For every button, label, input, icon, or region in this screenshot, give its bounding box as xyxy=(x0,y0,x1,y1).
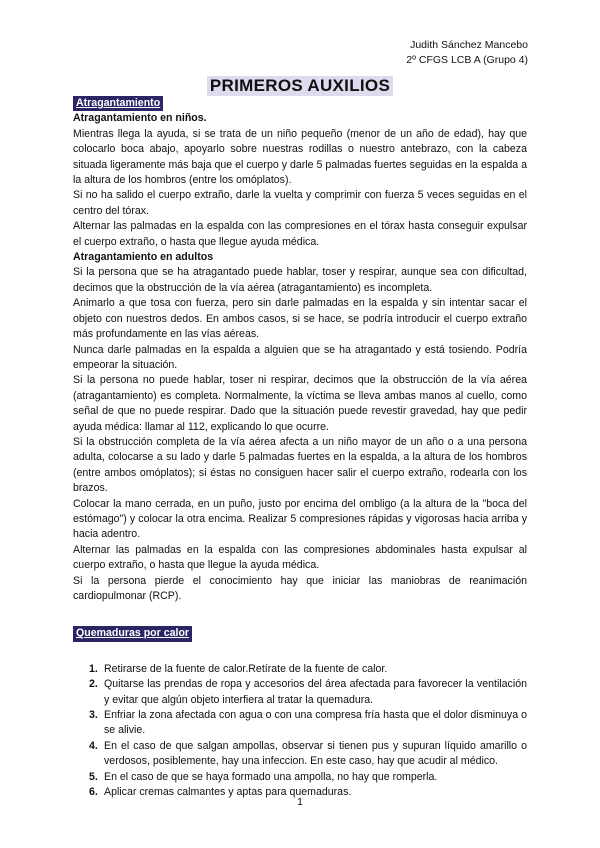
list-item-text: En el caso de que se haya formado una ampolla, no hay que romperla. xyxy=(104,770,438,783)
paragraph: Colocar la mano cerrada, en un puño, justo por encima del ombligo (a la altura de la "boca del estómago") y colocar la otra encima. Realizar 5 compresiones rápidas y vigorosas hacia arriba y hacia adentro. xyxy=(73,497,527,541)
document-body xyxy=(73,96,527,800)
list-item-number: 4. xyxy=(89,739,98,752)
course-name: 2º CFGS LCB A (Grupo 4) xyxy=(406,54,528,66)
paragraph: Si la persona no puede hablar, toser ni respirar, decimos que la obstrucción de la vía aérea (atragantamiento) es completa. Normalmente, la víctima se lleva ambas manos al cuello, como señal de que no puede respirar. Dado que la situación puede revestir gravedad, hay que pedir ayuda médica: llamar al 112, explicando lo que ocurre. xyxy=(73,374,527,433)
list-item-number: 6. xyxy=(89,786,98,799)
list-item-number: 2. xyxy=(89,678,98,691)
adults-heading: Atragantamiento en adultos xyxy=(73,251,214,264)
list-item xyxy=(73,739,527,770)
title-wrapper xyxy=(0,76,600,96)
section-label-burns: Quemaduras por calor xyxy=(73,626,192,641)
paragraph: Alternar las palmadas en la espalda con las compresiones en el tórax hasta conseguir expulsar el cuerpo extraño, o hasta que llegue ayuda médica. xyxy=(73,220,527,248)
section-burns xyxy=(73,626,527,641)
author-name: Judith Sánchez Mancebo xyxy=(410,39,528,51)
list-item-number: 3. xyxy=(89,709,98,722)
list-item-text: Retirarse de la fuente de calor.Retírate de la fuente de calor. xyxy=(104,662,388,675)
paragraph: Si la obstrucción completa de la vía aérea afecta a un niño mayor de un año o a una persona adulta, colocarse a su lado y darle 5 palmadas fuertes en la espalda, a la altura de los hombros (entre ambos omóplatos); si éstas no consiguen hacer salir el cuerpo extraño, rodearla con los brazos. xyxy=(73,435,527,495)
list-item xyxy=(73,677,527,708)
children-heading: Atragantamiento en niños. xyxy=(73,112,207,125)
paragraph: Mientras llega la ayuda, si se trata de un niño pequeño (menor de un año de edad), hay que colocarlo boca abajo, apoyarlo sobre nuestras rodillas o nuestro antebrazo, con la cabeza situada ligeramente más baja que el cuerpo y darle 5 palmadas fuertes seguidas en la espalda a la altura de los hombros (entre los omóplatos). xyxy=(73,127,527,187)
list-item-number: 1. xyxy=(89,662,98,675)
paragraph: Si no ha salido el cuerpo extraño, darle la vuelta y comprimir con fuerza 5 veces seguidas en el centro del tórax. xyxy=(73,189,527,217)
page-title: PRIMEROS AUXILIOS xyxy=(207,76,393,96)
list-item-number: 5. xyxy=(89,770,98,783)
list-item-text: Quitarse las prendas de ropa y accesorios del área afectada para favorecer la ventilación y evitar que algún objeto interfiera al tratar la quemadura. xyxy=(104,678,527,706)
section-label-choking: Atragantamiento xyxy=(73,96,163,111)
page-header xyxy=(406,38,528,68)
paragraph: Si la persona que se ha atragantado puede hablar, toser y respirar, aunque sea con dificultad, decimos que la obstrucción de la vía aérea (atragantamiento) es incompleta. xyxy=(73,266,527,294)
list-item-text: En el caso de que salgan ampollas, observar si tienen pus y supuran líquido amarillo o verdosos, posiblemente, hay una infeccion. En este caso, hay que acudir al médico. xyxy=(104,739,527,768)
list-item-text: Enfriar la zona afectada con agua o con una compresa fría hasta que el dolor disminuya o se alivie. xyxy=(104,709,527,737)
paragraph: Nunca darle palmadas en la espalda a alguien que se ha atragantado y está tosiendo. Podría empeorar la situación. xyxy=(73,343,527,371)
page-number: 1 xyxy=(297,796,303,808)
list-item xyxy=(73,662,527,677)
burns-list xyxy=(73,662,527,801)
section-choking xyxy=(73,96,527,604)
list-item xyxy=(73,708,527,739)
paragraph: Alternar las palmadas en la espalda con las compresiones abdominales hasta expulsar al cuerpo extraño, o hasta que llegue la ayuda médica. xyxy=(73,543,527,572)
paragraph: Animarlo a que tosa con fuerza, pero sin darle palmadas en la espalda y sin intentar sacar el objeto con nuestros dedos. En ambos casos, si se hace, se podría introducir el cuerpo extraño más profundamente en las vías aéreas. xyxy=(73,297,527,341)
paragraph: Si la persona pierde el conocimiento hay que iniciar las maniobras de reanimación cardiopulmonar (RCP). xyxy=(73,574,527,602)
list-item xyxy=(73,770,527,785)
list-item-text: Aplicar cremas calmantes y aptas para quemaduras. xyxy=(104,786,352,799)
